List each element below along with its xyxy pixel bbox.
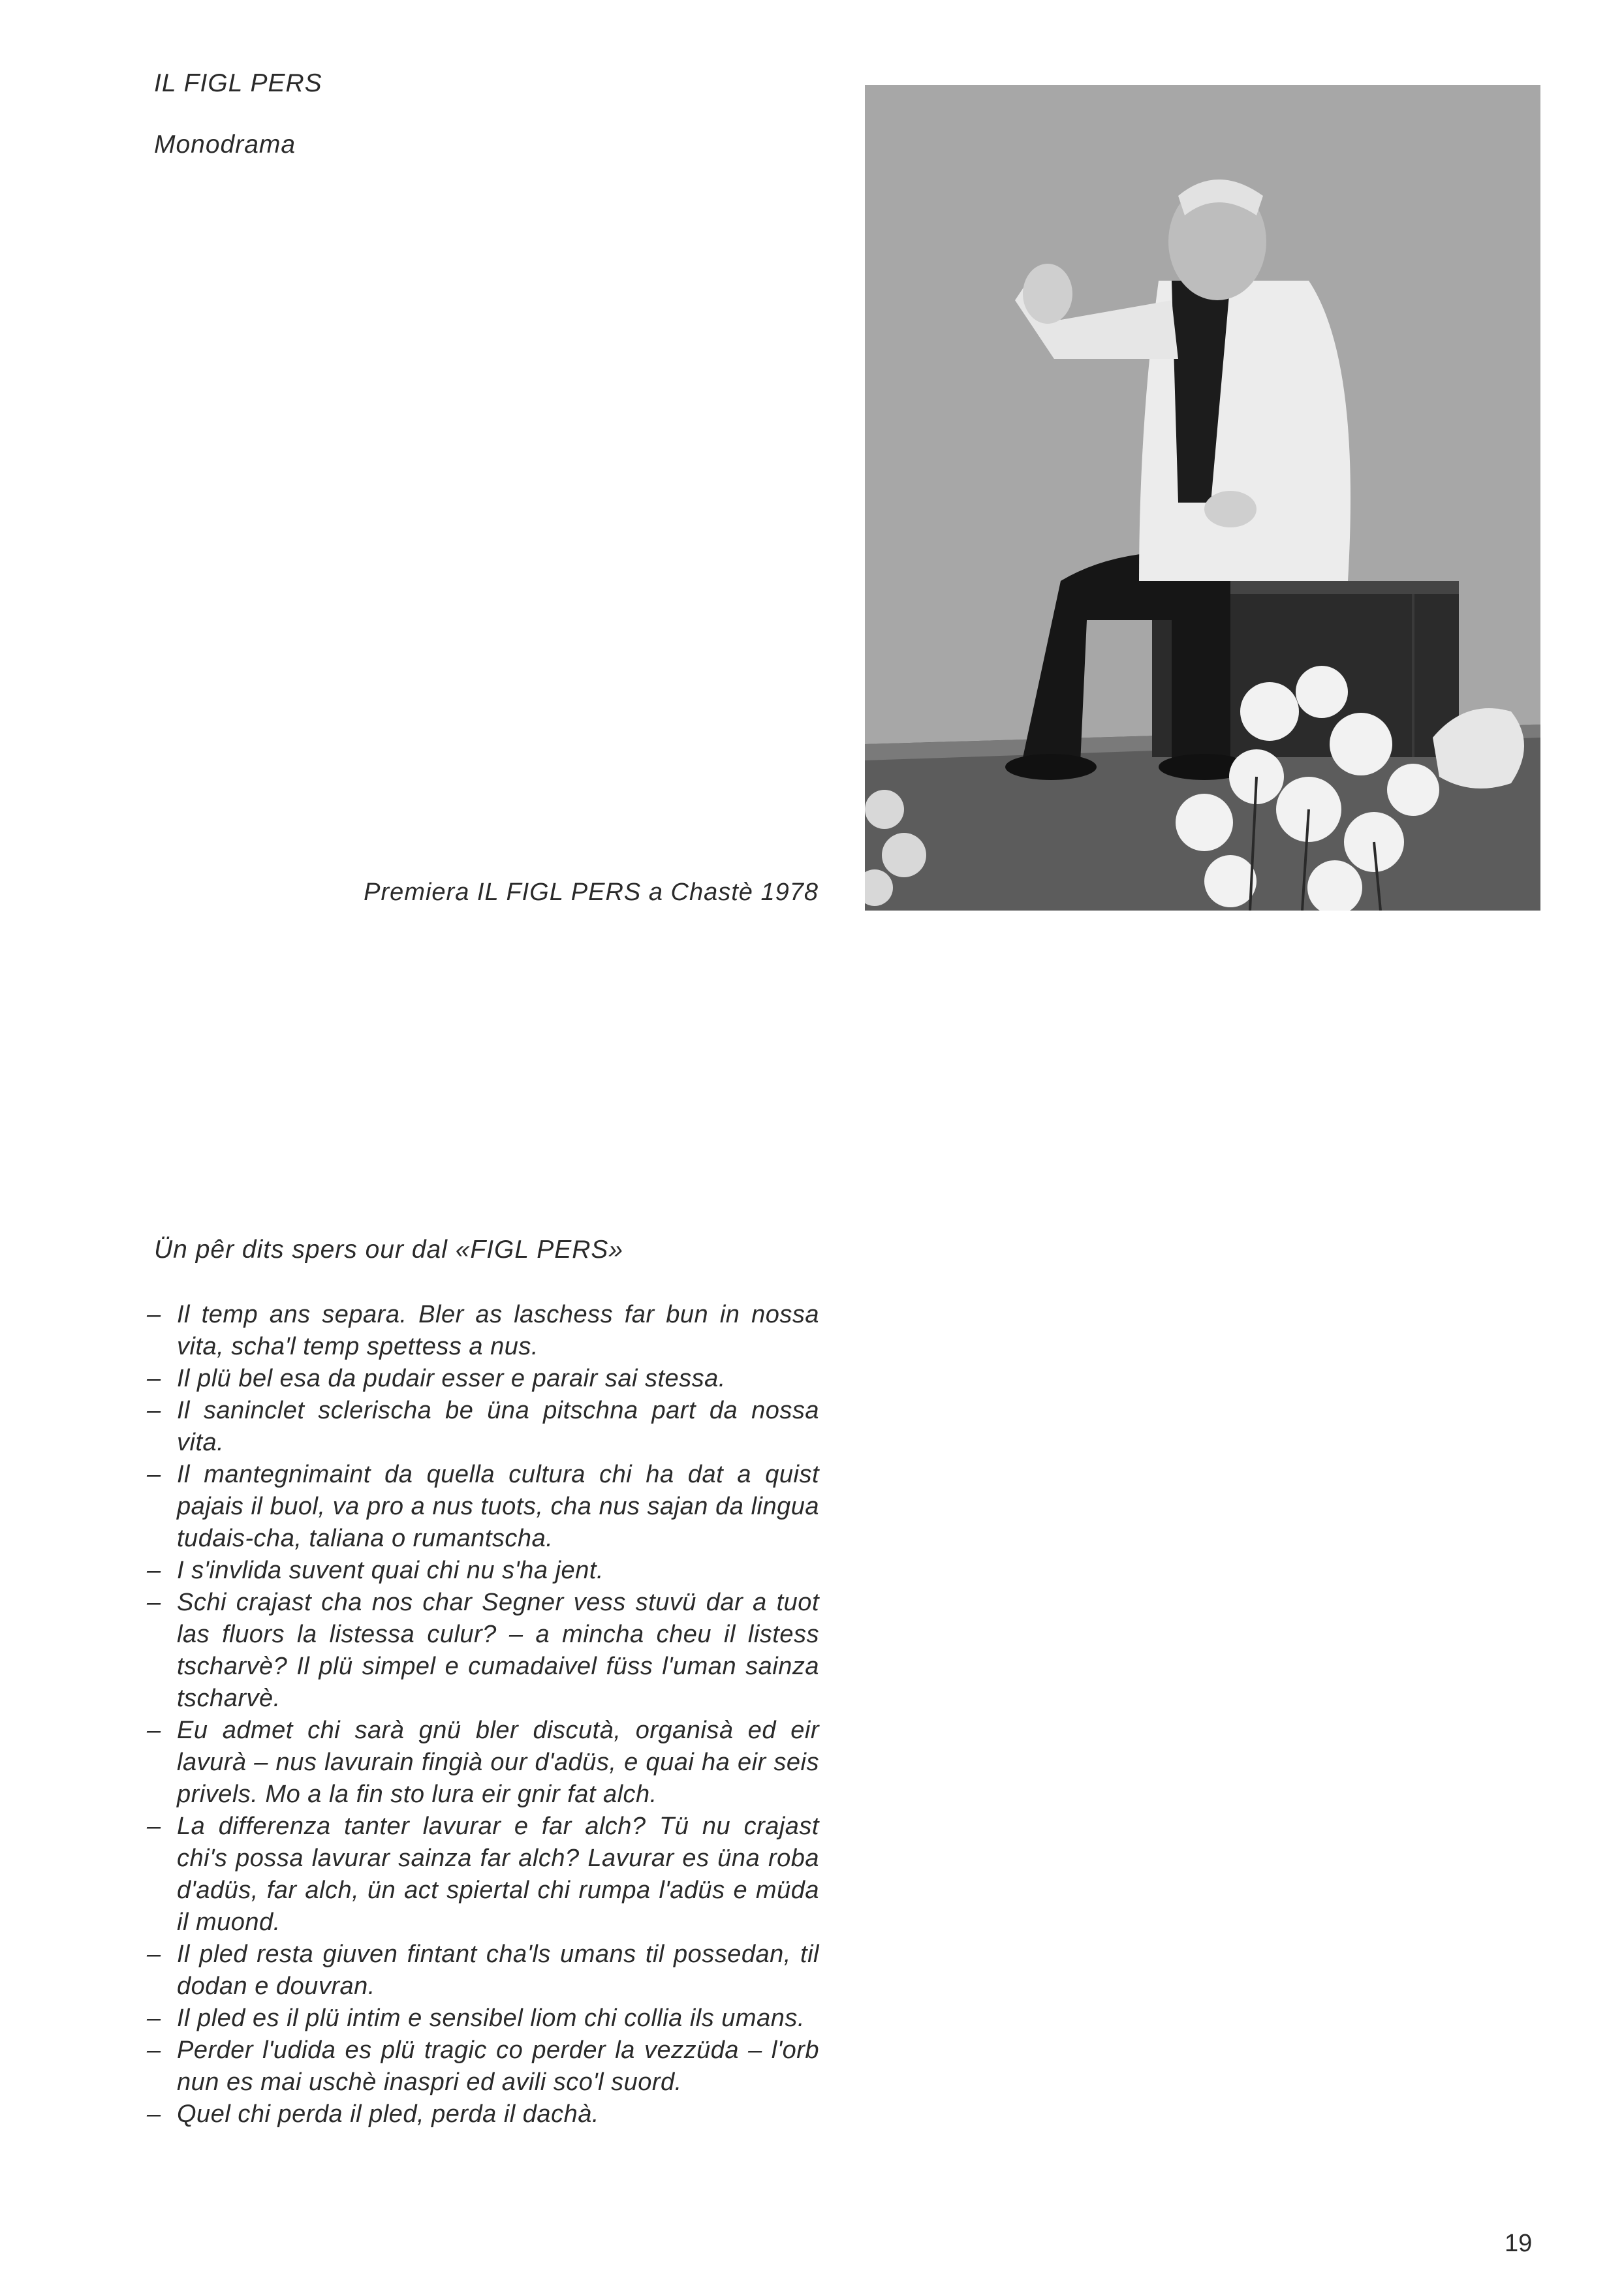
list-item <box>147 1299 819 1363</box>
bullet-dash: – <box>147 1941 161 1968</box>
bullet-dash: – <box>147 1397 161 1424</box>
quote-text: Il mantegnimaint da quella cultura chi ha dat a quist pajais il buol, va pro a nus tuots, cha nus sajan da lingua tudais-cha, taliana o rumantscha. <box>177 1461 819 1552</box>
bullet-dash: – <box>147 1813 161 1840</box>
list-item <box>147 1555 819 1587</box>
list-item <box>147 1939 819 2003</box>
quote-text: Schi crajast cha nos char Segner vess stuvü dar a tuot las fluors la listessa culur? – a mincha cheu il listess tscharvè? Il plü simpel e cumadaivel füss l'uman sainza tscharvè. <box>177 1589 819 1712</box>
bullet-dash: – <box>147 2100 161 2128</box>
list-item <box>147 1715 819 1811</box>
photo-image <box>865 85 1540 911</box>
section-heading: Ün pêr dits spers our dal «FIGL PERS» <box>154 1236 624 1264</box>
list-item <box>147 1587 819 1715</box>
bullet-dash: – <box>147 2037 161 2064</box>
list-item <box>147 2035 819 2099</box>
bullet-dash: – <box>147 1717 161 1744</box>
page-subtitle: Monodrama <box>154 131 296 159</box>
quote-text: La differenza tanter lavurar e far alch? Tü nu crajast chi's possa lavurar sainza far alch? Lavurar es üna roba d'adüs, far alch, ün act spiertal chi rumpa l'adüs e müda il muond. <box>177 1813 819 1936</box>
bullet-dash: – <box>147 1461 161 1488</box>
bullet-dash: – <box>147 1365 161 1392</box>
list-item <box>147 2099 819 2131</box>
quote-text: Quel chi perda il pled, perda il dachà. <box>177 2100 599 2128</box>
quote-text: Il saninclet sclerischa be üna pitschna part da nossa vita. <box>177 1397 819 1456</box>
list-item <box>147 1459 819 1555</box>
list-item <box>147 1363 819 1395</box>
list-item <box>147 1811 819 1939</box>
quote-text: Eu admet chi sarà gnü bler discutà, organisà ed eir lavurà – nus lavurain fingià our d'adüs, e quai ha eir seis privels. Mo a la fin sto lura eir gnir fat alch. <box>177 1717 819 1808</box>
bullet-dash: – <box>147 2005 161 2032</box>
quote-text: Il pled resta giuven fintant cha'ls umans til possedan, til dodan e douvran. <box>177 1941 819 2000</box>
stage-performer-photo <box>865 85 1540 911</box>
quote-text: I s'invlida suvent quai chi nu s'ha jent. <box>177 1557 604 1584</box>
list-item <box>147 2003 819 2035</box>
page-number: 19 <box>1505 2230 1533 2257</box>
quote-text: Il plü bel esa da pudair esser e parair sai stessa. <box>177 1365 726 1392</box>
quote-text: Il pled es il plü intim e sensibel liom chi collia ils umans. <box>177 2005 805 2032</box>
quote-text: Il temp ans separa. Bler as laschess far bun in nossa vita, scha'l temp spettess a nus. <box>177 1301 819 1360</box>
bullet-dash: – <box>147 1557 161 1584</box>
list-item <box>147 1395 819 1459</box>
photo-caption: Premiera IL FIGL PERS a Chastè 1978 <box>364 879 819 906</box>
quotes-list <box>147 1299 819 2131</box>
bullet-dash: – <box>147 1301 161 1328</box>
bullet-dash: – <box>147 1589 161 1616</box>
quote-text: Perder l'udida es plü tragic co perder la vezzüda – l'orb nun es mai uschè inaspri ed avili sco'l suord. <box>177 2037 819 2096</box>
page-title: IL FIGL PERS <box>154 69 322 97</box>
